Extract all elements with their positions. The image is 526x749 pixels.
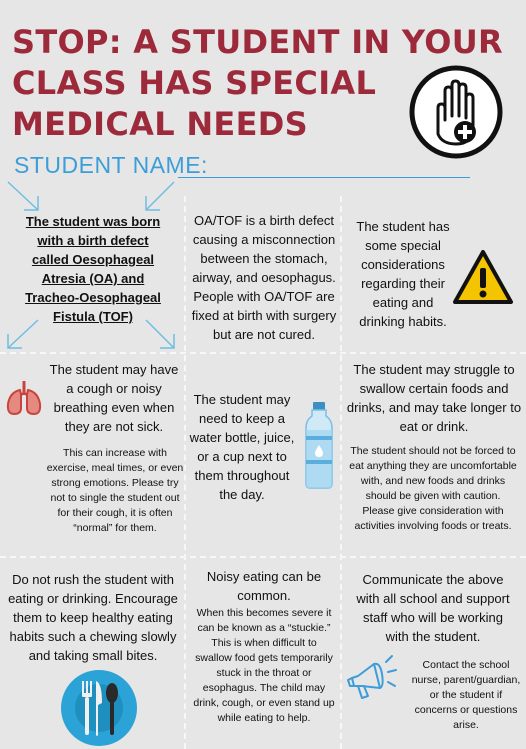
text-line: them to keep healthy eating (13, 610, 173, 625)
text-line: some special (365, 238, 441, 253)
text-line: nurse, parent/guardian, (411, 674, 521, 686)
lungs-icon (4, 378, 44, 418)
text-line: fixed at birth with surgery (191, 308, 337, 323)
text-line: should be given with caution. (365, 490, 501, 502)
text-line: can be known as a “stuckie.” (197, 622, 331, 634)
cell-oa-tof-definition (18, 212, 168, 326)
text-line: eating or drinking. Encourage (8, 591, 178, 606)
stop-hand-medical-icon (408, 64, 504, 160)
text-line: breathing even when (53, 400, 175, 415)
text-line: Fistula (TOF) (53, 309, 133, 324)
text-line: while eating to help. (217, 712, 311, 724)
text-line: concerns or questions (414, 704, 518, 716)
text-line: between the stomach, (200, 251, 328, 266)
text-line: The student may (193, 392, 291, 407)
text-line: “normal” for them. (73, 522, 157, 534)
text-line: People with OA/TOF are (193, 289, 335, 304)
text-line: drink, cough, or even stand up (193, 697, 335, 709)
warning-triangle-icon (452, 248, 514, 306)
cell-swallowing (342, 360, 526, 436)
text-line: The student may struggle to (353, 362, 515, 377)
text-line: need to keep a (198, 411, 286, 426)
divider-row-1 (0, 352, 526, 354)
text-line: Tracheo-Oesophageal (25, 290, 161, 305)
text-line: Please give consideration with (362, 505, 504, 517)
text-line: not to single the student out (50, 492, 180, 504)
text-line: habits such a chewing slowly (9, 629, 177, 644)
text-line: strong emotions. Please try (51, 477, 179, 489)
text-line: esophagus. The child may (202, 682, 326, 694)
text-line: but are not cured. (213, 327, 315, 342)
text-line: Noisy eating can be (206, 569, 322, 584)
text-line: or a cup next to (197, 449, 287, 464)
cell-swallowing-details (340, 444, 526, 534)
text-line: with, and new foods and drinks (360, 475, 506, 487)
cell-communicate (344, 570, 522, 646)
text-line: considerations (361, 257, 445, 272)
text-line: and taking small bites. (28, 648, 158, 663)
text-line: Contact the school (422, 659, 510, 671)
text-line: swallow food gets temporarily (195, 652, 333, 664)
text-line: regarding their (361, 276, 445, 291)
text-line: The student may have (49, 362, 179, 377)
text-line: This is when difficult to (211, 637, 317, 649)
text-line: OA/TOF is a birth defect (194, 213, 334, 228)
water-bottle-icon (302, 400, 336, 490)
text-line: Atresia (OA) and (41, 271, 145, 286)
text-line: eat anything they are uncomfortable (349, 460, 517, 472)
text-line: swallow certain foods and (359, 381, 509, 396)
title-line-2: CLASS HAS SPECIAL (12, 64, 377, 102)
text-line: drinking habits. (359, 314, 447, 329)
cutlery-plate-icon (60, 669, 138, 747)
cell-contact-details (408, 658, 524, 733)
text-line: with a birth defect (37, 233, 149, 248)
text-line: stuck in the throat or (216, 667, 312, 679)
text-line: eating and (372, 295, 434, 310)
text-line: or the student if (429, 689, 503, 701)
text-line: When this becomes severe it (196, 607, 332, 619)
page-title (12, 22, 503, 145)
cell-cough-breathing (44, 360, 184, 436)
text-line: activities involving foods or treats. (354, 520, 512, 532)
text-line: called Oesophageal (31, 252, 155, 267)
text-line: a cough or noisy (66, 381, 162, 396)
text-line: The student was born (25, 214, 161, 229)
text-line: This can increase with (63, 447, 167, 459)
text-line: they are not sick. (64, 419, 164, 434)
title-line-1: STOP: A STUDENT IN YOUR (12, 23, 503, 61)
cell-water-bottle (188, 390, 296, 504)
text-line: with the student. (385, 629, 481, 644)
title-line-3: MEDICAL NEEDS (12, 105, 308, 143)
text-line: exercise, meal times, or even (46, 462, 184, 474)
cell-oa-tof-explanation (188, 211, 340, 344)
student-name-label: STUDENT NAME: (14, 152, 208, 178)
cell-cough-details (40, 446, 190, 536)
text-line: arise. (453, 719, 479, 731)
text-line: The student has (356, 219, 450, 234)
text-line: common. (237, 588, 291, 603)
divider-row-2 (0, 556, 526, 558)
megaphone-icon (344, 648, 410, 704)
text-line: eat or drink. (399, 419, 469, 434)
cell-special-considerations (344, 217, 462, 331)
text-line: water bottle, juice, (189, 430, 295, 445)
text-line: them throughout (194, 468, 290, 483)
text-line: The student should not be forced to (350, 445, 516, 457)
cell-stuckie-details (186, 606, 342, 726)
text-line: Do not rush the student with (12, 572, 174, 587)
text-line: drinks, and may take longer to (346, 400, 522, 415)
text-line: airway, and oesophagus. (192, 270, 336, 285)
text-line: for their cough, it is often (57, 507, 173, 519)
cell-noisy-eating (188, 567, 340, 605)
text-line: causing a misconnection (192, 232, 336, 247)
cell-do-not-rush (4, 570, 182, 665)
text-line: Communicate the above (362, 572, 504, 587)
text-line: with all school and support (356, 591, 510, 606)
text-line: the day. (219, 487, 265, 502)
text-line: staff who will be working (363, 610, 503, 625)
